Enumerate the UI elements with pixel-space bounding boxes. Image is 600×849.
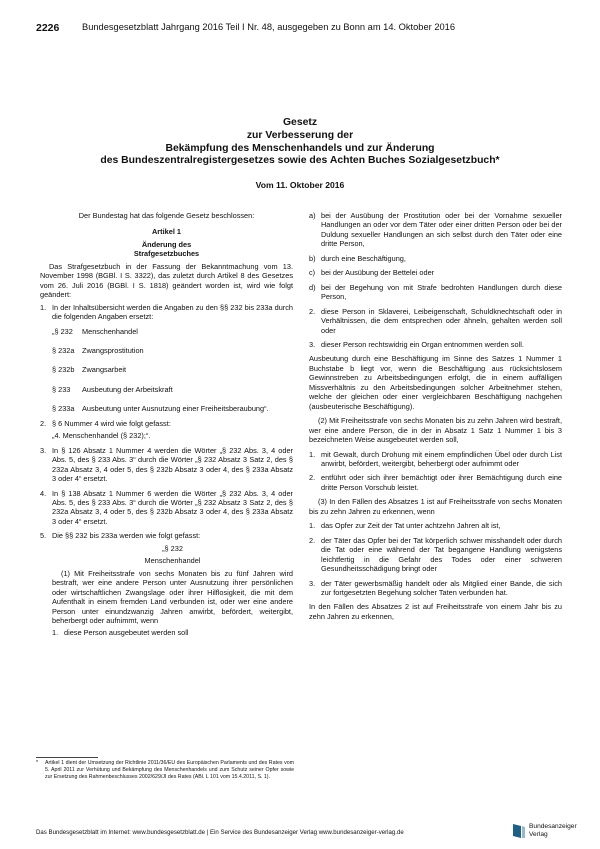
list-item-1 xyxy=(309,521,562,530)
letter-item-c xyxy=(309,268,562,277)
section-subitem-1 xyxy=(52,628,293,637)
article-subtitle-1: Änderung des xyxy=(141,239,192,249)
paragraph-ausbeutung: Ausbeutung durch eine Beschäftigung im Sinne des Satzes 1 Nummer 1 Buchstabe b liegt vor, wenn die Beschäftigung aus rücksichtslosem Gewinnstreben zu Arbeitsbedingungen erfolgt, die in einem auffälligen Missverhältnis zu den Arbeitsbedingungen solcher Arbeitnehmer stehen, welche der gleichen oder einer vergleichbaren Beschäftigung nachgehen (ausbeuterische Beschäftigung). xyxy=(309,354,562,411)
publisher-logo xyxy=(512,823,577,839)
letter-item-a xyxy=(309,211,562,249)
running-header: Bundesgesetzblatt Jahrgang 2016 Teil I Nr. 48, ausgegeben zu Bonn am 14. Oktober 2016 xyxy=(82,22,455,32)
list-item-1 xyxy=(309,450,562,469)
list-label: b) xyxy=(309,253,316,263)
letter-item-d xyxy=(309,283,562,302)
toc-code: § 232b xyxy=(52,365,75,375)
list-item-2 xyxy=(40,419,293,441)
list-label: 1. xyxy=(309,449,316,459)
toc-text: Ausbeutung unter Ausnutzung einer Freiheitsberaubung“. xyxy=(82,404,269,414)
toc-text: Ausbeutung der Arbeitskraft xyxy=(82,384,173,394)
toc-text: Menschenhandel xyxy=(82,326,138,336)
footnote-text: Artikel 1 dient der Umsetzung der Richtlinie 2011/36/EU des Europäischen Parlaments und des Rates vom 5. April 2011 zur Verhütung und Bekämpfung des Menschenhandels und zum Schutz seiner Opfer sowie zur Ersetzung des Rahmenbeschlusses 2002/629/JI des Rates (ABl. L 101 vom 15.4.2011, S. 1). xyxy=(45,760,294,780)
toc-entry xyxy=(52,404,293,413)
list-label: 2. xyxy=(309,306,316,316)
page-number: 2226 xyxy=(36,22,60,34)
toc-entry xyxy=(52,327,293,336)
list-text: der Täter gewerbsmäßig handelt oder als Mitglied einer Bande, die sich zur fortgesetzten Begehung solcher Taten verbunden hat. xyxy=(321,578,562,597)
toc-code: § 232a xyxy=(52,345,75,355)
list-item-3 xyxy=(40,446,293,484)
intro-text: Der Bundestag hat das folgende Gesetz beschlossen: xyxy=(78,211,255,220)
law-title xyxy=(40,117,560,168)
list-text: diese Person ausgebeutet werden soll xyxy=(64,628,189,638)
toc-text: Zwangsarbeit xyxy=(82,365,127,375)
list-text: entführt oder sich ihrer bemächtigt oder ihrer Bemächtigung durch eine dritte Person Vorschub leistet. xyxy=(321,473,562,492)
list-text: mit Gewalt, durch Drohung mit einem empfindlichen Übel oder durch List anwirbt, befördert, weitergibt, beherbergt oder aufnimmt oder xyxy=(321,449,562,468)
list-text: bei der Begehung von mit Strafe bedrohten Handlungen durch diese Person, xyxy=(321,282,562,302)
list-text: In § 138 Absatz 1 Nummer 6 werden die Wörter „§ 232 Abs. 3, 4 oder Abs. 5, des § 233 Abs. 3“ durch die Wörter „§ 232 Absatz 3 Satz 2, des § 232a Absatz 3, 4 oder 5, des § 232b Absatz 3 oder 4, des § 233a Absatz 3 oder 4“ ersetzt. xyxy=(52,488,293,526)
logo-line-1: Bundesanzeiger xyxy=(529,823,577,830)
section-heading: Menschenhandel xyxy=(144,556,201,566)
list-text: In § 126 Absatz 1 Nummer 4 werden die Wörter „§ 232 Abs. 3, 4 oder Abs. 5, des § 233 Abs. 3“ durch die Wörter „§ 232 Absatz 3 Satz 2, des § 232a Absatz 3, 4 oder 5, des § 232b Absatz 3 oder 4, des § 233a Absatz 3 oder 4“ ersetzt. xyxy=(52,445,293,484)
title-line-4: des Bundeszentralregistergesetzes sowie des Achten Buches Sozialgesetzbuch* xyxy=(100,155,500,167)
left-column xyxy=(40,211,293,638)
list-item-5 xyxy=(40,531,293,638)
list-item-1 xyxy=(40,303,293,322)
article-subtitle-2: Strafgesetzbuches xyxy=(133,249,200,259)
list-label: 3. xyxy=(309,339,316,349)
list-text: dieser Person rechtswidrig ein Organ entnommen werden soll. xyxy=(321,339,524,349)
toc-code: § 233a xyxy=(52,404,75,414)
title-line-3: Bekämpfung des Menschenhandels und zur Änderung xyxy=(165,142,435,154)
title-line-2: zur Verbesserung der xyxy=(246,129,354,141)
bundesanzeiger-logo-icon xyxy=(512,823,526,839)
toc-code: § 233 xyxy=(52,384,71,394)
list-item-4 xyxy=(40,489,293,527)
list-item-2 xyxy=(309,307,562,335)
letter-item-b xyxy=(309,254,562,263)
list-item-2 xyxy=(309,536,562,574)
list-text: bei der Ausübung der Prostitution oder bei der Vornahme sexueller Handlungen an oder vor dem Täter oder einer dritten Person oder bei der Duldung sexueller Handlungen an sich selbst durch den Täter oder eine dritte Person, xyxy=(321,211,562,249)
logo-line-2: Verlag xyxy=(529,830,548,838)
page-footer: Das Bundesgesetzblatt im Internet: www.bundesgesetzblatt.de | Ein Service des Bundesanzeiger Verlag www.bundesanzeiger-verlag.de xyxy=(36,829,404,836)
paragraph-abs-2: (2) Mit Freiheitsstrafe von sechs Monaten bis zu zehn Jahren wird bestraft, wer eine andere Person, die in der in Absatz 1 Satz 1 Nummer 1 bis 3 bezeichneten Weise ausgebeutet werden soll, xyxy=(309,416,562,445)
list-text: das Opfer zur Zeit der Tat unter achtzehn Jahren alt ist, xyxy=(321,521,501,531)
list-label: 2. xyxy=(40,418,47,428)
footnote-divider xyxy=(36,757,98,758)
section-paragraph-1: (1) Mit Freiheitsstrafe von sechs Monaten bis zu fünf Jahren wird bestraft, wer eine andere Person unter Ausnutzung ihrer persönlichen oder wirtschaftlichen Zwangslage oder ihrer Hilflosigkeit, die mit dem Aufenthalt in einem fremden Land verbunden ist, oder wer eine andere Person unter einundzwanzig Jahren anwirbt, befördert, weitergibt, beherbergt oder aufnimmt, wenn xyxy=(52,568,293,625)
logo-text xyxy=(529,823,577,838)
section-number: „§ 232 xyxy=(162,543,183,553)
list-label: 5. xyxy=(40,531,47,541)
toc-entry xyxy=(52,365,293,374)
list-label: d) xyxy=(309,282,316,292)
article-heading: Artikel 1 xyxy=(152,227,181,237)
list-text: § 6 Nummer 4 wird wie folgt gefasst: xyxy=(52,418,171,428)
list-text: bei der Ausübung der Bettelei oder xyxy=(321,268,435,278)
right-column xyxy=(309,211,562,621)
list-label: 1. xyxy=(52,628,59,638)
quoted-amendment: „4. Menschenhandel (§ 232);“. xyxy=(52,431,151,441)
list-item-3 xyxy=(309,579,562,598)
paragraph-abs-3: (3) In den Fällen des Absatzes 1 ist auf Freiheitsstrafe von sechs Monaten bis zu zehn Jahren zu erkennen, wenn xyxy=(309,497,562,516)
list-item-2 xyxy=(309,473,562,492)
footnote-marker: * xyxy=(36,760,39,766)
paragraph-intro: Das Strafgesetzbuch in der Fassung der Bekanntmachung vom 13. November 1998 (BGBl. I S. 3322), das zuletzt durch Artikel 8 des Gesetzes vom 26. Juli 2016 (BGBl. I S. 1818) geändert worden ist, wird wie folgt geändert: xyxy=(40,261,293,300)
toc-entry xyxy=(52,385,293,394)
paragraph-last: In den Fällen des Absatzes 2 ist auf Freiheitsstrafe von einem Jahr bis zu zehn Jahren zu erkennen, xyxy=(309,602,562,621)
footnote xyxy=(36,760,294,781)
list-text: Die §§ 232 bis 233a werden wie folgt gefasst: xyxy=(52,531,201,541)
list-label: 4. xyxy=(40,488,47,498)
list-text: der Täter das Opfer bei der Tat körperlich schwer misshandelt oder durch die Tat oder eine während der Tat begangene Handlung wenigstens leichtfertig in die Gefahr des Todes oder einer schweren Gesundheitsschädigung bringt oder xyxy=(321,535,562,574)
list-label: 1. xyxy=(309,521,316,531)
list-label: 3. xyxy=(309,578,316,588)
toc-text: Zwangsprostitution xyxy=(82,345,144,355)
toc-entry xyxy=(52,346,293,355)
toc-code: „§ 232 xyxy=(52,326,73,336)
title-line-1: Gesetz xyxy=(282,117,318,128)
list-label: c) xyxy=(309,268,316,278)
list-label: 2. xyxy=(309,535,316,545)
list-item-3 xyxy=(309,340,562,349)
list-label: 3. xyxy=(40,445,47,455)
list-label: a) xyxy=(309,211,316,220)
list-label: 1. xyxy=(40,302,47,312)
list-text: durch eine Beschäftigung, xyxy=(321,253,406,263)
list-text: In der Inhaltsübersicht werden die Angaben zu den §§ 232 bis 233a durch die folgenden Angaben ersetzt: xyxy=(52,302,293,322)
law-date: Vom 11. Oktober 2016 xyxy=(255,180,345,190)
list-text: diese Person in Sklaverei, Leibeigenschaft, Schuldknechtschaft oder in Verhältnissen, die dem entsprechen oder ähneln, gehalten werden soll oder xyxy=(321,306,562,335)
list-label: 2. xyxy=(309,473,316,483)
